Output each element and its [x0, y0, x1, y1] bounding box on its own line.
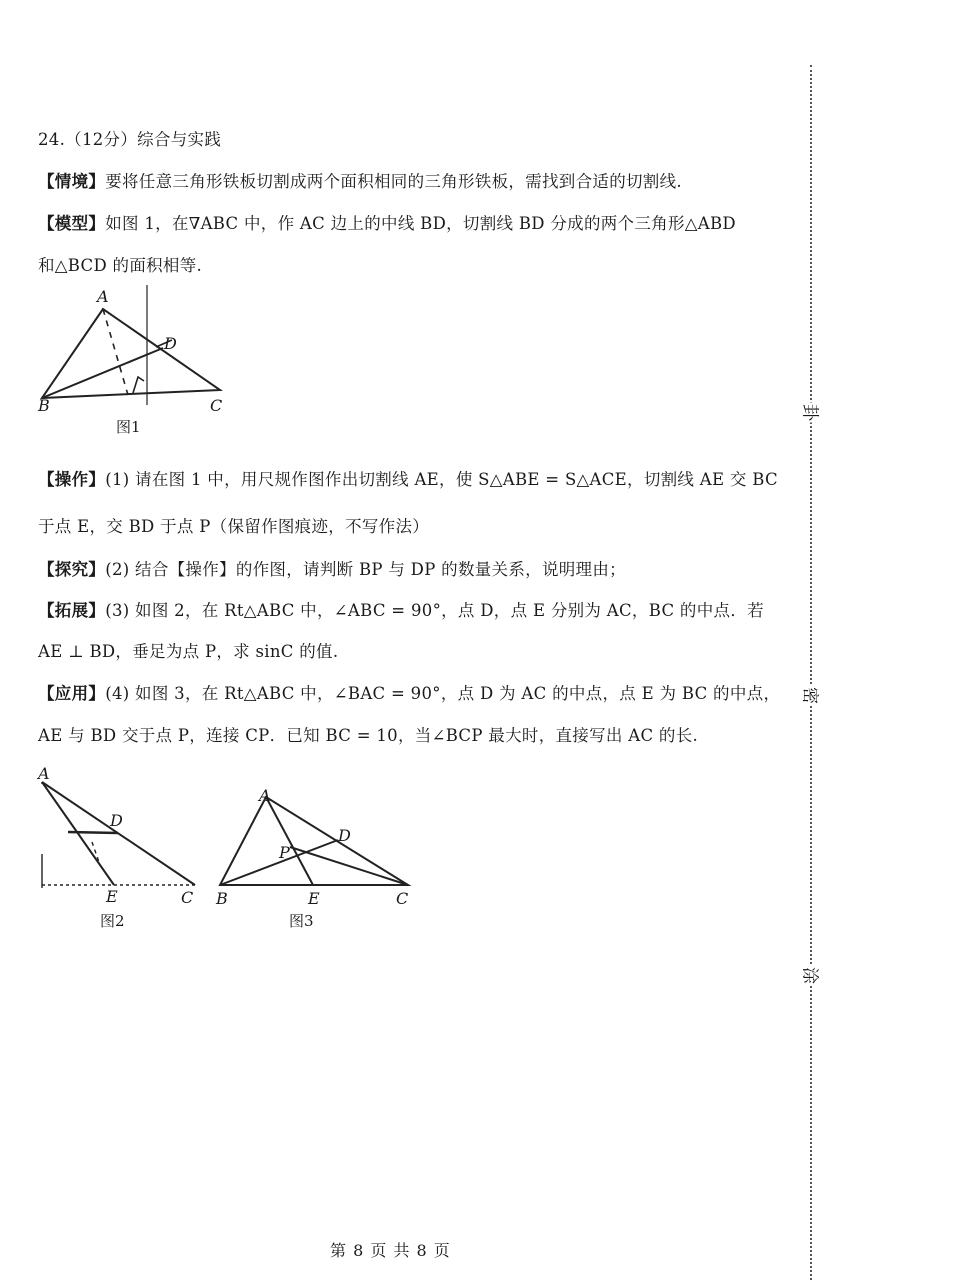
side-char-3: 涂 [800, 966, 825, 986]
explore-text: (2) 结合【操作】的作图，请判断 BP 与 DP 的数量关系，说明理由； [105, 560, 626, 579]
model-paragraph [38, 210, 736, 234]
fig1-label-d: D [164, 334, 177, 353]
page-footer: 第 8 页 共 8 页 [330, 1241, 451, 1260]
apply-text-2: AE 与 BD 交于点 P，连接 CP．已知 BC = 10，当∠BCP 最大时，直接写出 AC 的长. [38, 726, 699, 745]
context-text: 要将任意三角形铁板切割成两个面积相同的三角形铁板，需找到合适的切割线. [105, 172, 682, 191]
extend-tag: 【拓展】 [38, 601, 106, 620]
apply-paragraph [38, 680, 780, 704]
fig2-label-c: C [181, 888, 194, 907]
extend-text-2: AE ⊥ BD，垂足为点 P，求 sinC 的值. [38, 642, 339, 661]
explore-paragraph [38, 556, 626, 580]
fig2-label-e: E [106, 887, 118, 906]
side-char-1: 卦 [800, 403, 825, 423]
fig2-line-bd [68, 832, 118, 833]
context-tag: 【情境】 [38, 172, 106, 191]
figure-3 [210, 785, 420, 895]
operate-tag: 【操作】 [38, 470, 106, 489]
apply-text-1: (4) 如图 3，在 Rt△ABC 中，∠BAC = 90°，点 D 为 AC 的中点，点 E 为 BC 的中点， [105, 684, 781, 703]
fig3-line-ae [266, 797, 313, 885]
fig1-caption: 图1 [116, 418, 141, 436]
binding-dotted-line [810, 65, 812, 1280]
operate-text-2: 于点 E，交 BD 于点 P（保留作图痕迹，不写作法） [38, 517, 430, 536]
fig3-label-p: P [279, 843, 290, 862]
operate-text-1: (1) 请在图 1 中，用尺规作图作出切割线 AE，使 S△ABE = S△ACE，切割线 AE 交 BC [105, 470, 778, 489]
apply-tag: 【应用】 [38, 684, 106, 703]
fig3-label-b: B [216, 889, 228, 908]
fig3-label-c: C [396, 889, 409, 908]
fig2-caption: 图2 [100, 912, 125, 930]
fig2-label-d: D [110, 811, 123, 830]
operate-paragraph [38, 466, 778, 490]
fig1-label-b: B [38, 396, 50, 415]
fig1-dashed-line [103, 309, 128, 395]
fig3-caption: 图3 [289, 912, 314, 930]
extend-text-1: (3) 如图 2，在 Rt△ABC 中，∠ABC = 90°，点 D，点 E 分别为 AC，BC 的中点．若 [105, 601, 764, 620]
context-paragraph [38, 168, 682, 192]
fig2-label-a: A [38, 764, 50, 783]
fig3-label-a: A [259, 786, 271, 805]
fig2-side-ac [42, 782, 195, 885]
extend-paragraph [38, 597, 764, 621]
fig3-triangle [220, 797, 408, 885]
fig3-label-e: E [308, 889, 320, 908]
fig1-label-c: C [210, 396, 223, 415]
explore-tag: 【探究】 [38, 560, 106, 579]
figure-2 [30, 770, 210, 900]
fig3-line-cp [290, 847, 408, 885]
fig1-small-mark [133, 377, 144, 393]
fig3-label-d: D [338, 826, 351, 845]
model-text-1: 如图 1，在∇ABC 中，作 AC 边上的中线 BD，切割线 BD 分成的两个三角形△ABD [105, 214, 736, 233]
question-title: 24.（12分）综合与实践 [38, 130, 222, 149]
side-char-2: 密 [800, 686, 825, 706]
model-tag: 【模型】 [38, 214, 106, 233]
fig1-label-a: A [97, 287, 109, 306]
model-text-2: 和△BCD 的面积相等. [38, 256, 203, 275]
fig1-triangle [42, 309, 220, 398]
